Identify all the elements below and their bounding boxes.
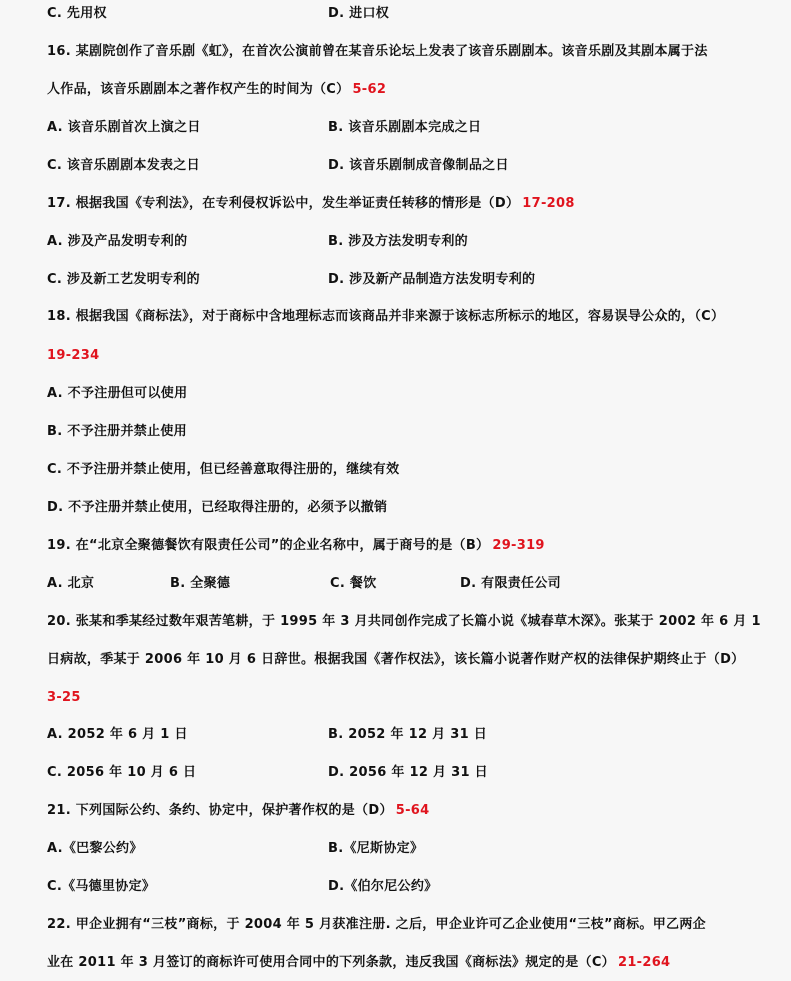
page-reference: 17-208 [522, 196, 575, 211]
option-q21-b: B.《尼斯协定》 [328, 841, 424, 856]
option-q16-b: B. 该音乐剧剧本完成之日 [328, 120, 482, 135]
question-20-line1: 20. 张某和季某经过数年艰苦笔耕，于 1995 年 3 月共同创作完成了长篇小说《城春草木深》。张某于 2002 年 6 月 1 [47, 614, 761, 629]
page-reference: 29-319 [492, 538, 545, 553]
question-20-line2: 日病故，季某于 2006 年 10 月 6 日辞世。根据我国《著作权法》，该长篇小说著作财产权的法律保护期终止于（D） [47, 652, 745, 667]
option-q17-b: B. 涉及方法发明专利的 [328, 234, 468, 249]
option-q18-a: A. 不予注册但可以使用 [47, 386, 188, 401]
option-q16-d: D. 该音乐剧制成音像制品之日 [328, 158, 509, 173]
question-20-ref-line [47, 690, 81, 706]
option-q16-c: C. 该音乐剧剧本发表之日 [47, 158, 200, 173]
option-q17-a: A. 涉及产品发明专利的 [47, 234, 188, 249]
option-q18-c: C. 不予注册并禁止使用，但已经善意取得注册的，继续有效 [47, 462, 400, 477]
option-q19-d: D. 有限责任公司 [460, 576, 561, 591]
page-reference: 5-64 [395, 803, 430, 818]
option-q18-b: B. 不予注册并禁止使用 [47, 424, 187, 439]
question-17-text: 17. 根据我国《专利法》，在专利侵权诉讼中，发生举证责任转移的情形是（D） [47, 196, 520, 211]
page-reference: 3-25 [47, 690, 81, 705]
option-q15-c: C. 先用权 [47, 6, 107, 21]
page-reference: 5-62 [352, 82, 387, 97]
page-reference: 19-234 [47, 348, 100, 363]
question-19-text: 19. 在“北京全聚德餐饮有限责任公司”的企业名称中，属于商号的是（B） [47, 538, 490, 553]
question-17-line1 [47, 196, 575, 212]
question-16-line1: 16. 某剧院创作了音乐剧《虹》，在首次公演前曾在某音乐论坛上发表了该音乐剧剧本。该音乐剧及其剧本属于法 [47, 44, 708, 59]
option-q21-c: C.《马德里协定》 [47, 879, 156, 894]
option-q20-a: A. 2052 年 6 月 1 日 [47, 727, 188, 742]
option-q15-d: D. 进口权 [328, 6, 390, 21]
question-21-line1 [47, 803, 429, 819]
option-q16-a: A. 该音乐剧首次上演之日 [47, 120, 201, 135]
question-22-line2 [47, 955, 670, 971]
option-q19-b: B. 全聚德 [170, 576, 231, 591]
option-q20-d: D. 2056 年 12 月 31 日 [328, 765, 488, 780]
page-reference: 21-264 [617, 955, 671, 970]
question-18-line1: 18. 根据我国《商标法》，对于商标中含地理标志而该商品并非来源于该标志所标示的地区，容易误导公众的，（C） [47, 309, 725, 324]
question-16-text: 人作品，该音乐剧剧本之著作权产生的时间为（C） [47, 82, 350, 97]
option-q20-b: B. 2052 年 12 月 31 日 [328, 727, 488, 742]
option-q19-c: C. 餐饮 [330, 576, 377, 591]
question-22-line1: 22. 甲企业拥有“三枝”商标，于 2004 年 5 月获准注册. 之后，甲企业许可乙企业使用“三枝”商标。甲乙两企 [47, 917, 706, 932]
question-16-line2 [47, 82, 386, 98]
question-22-text: 业在 2011 年 3 月签订的商标许可使用合同中的下列条款，违反我国《商标法》规定的是（C） [47, 955, 615, 970]
option-q18-d: D. 不予注册并禁止使用，已经取得注册的，必须予以撤销 [47, 500, 388, 515]
question-21-text: 21. 下列国际公约、条约、协定中，保护著作权的是（D） [47, 803, 393, 818]
question-18-ref-line [47, 348, 99, 364]
option-q20-c: C. 2056 年 10 月 6 日 [47, 765, 197, 780]
question-19-line1 [47, 538, 545, 554]
option-q21-d: D.《伯尔尼公约》 [328, 879, 438, 894]
option-q19-a: A. 北京 [47, 576, 95, 591]
option-q17-d: D. 涉及新产品制造方法发明专利的 [328, 272, 536, 287]
option-q17-c: C. 涉及新工艺发明专利的 [47, 272, 200, 287]
option-q21-a: A.《巴黎公约》 [47, 841, 143, 856]
